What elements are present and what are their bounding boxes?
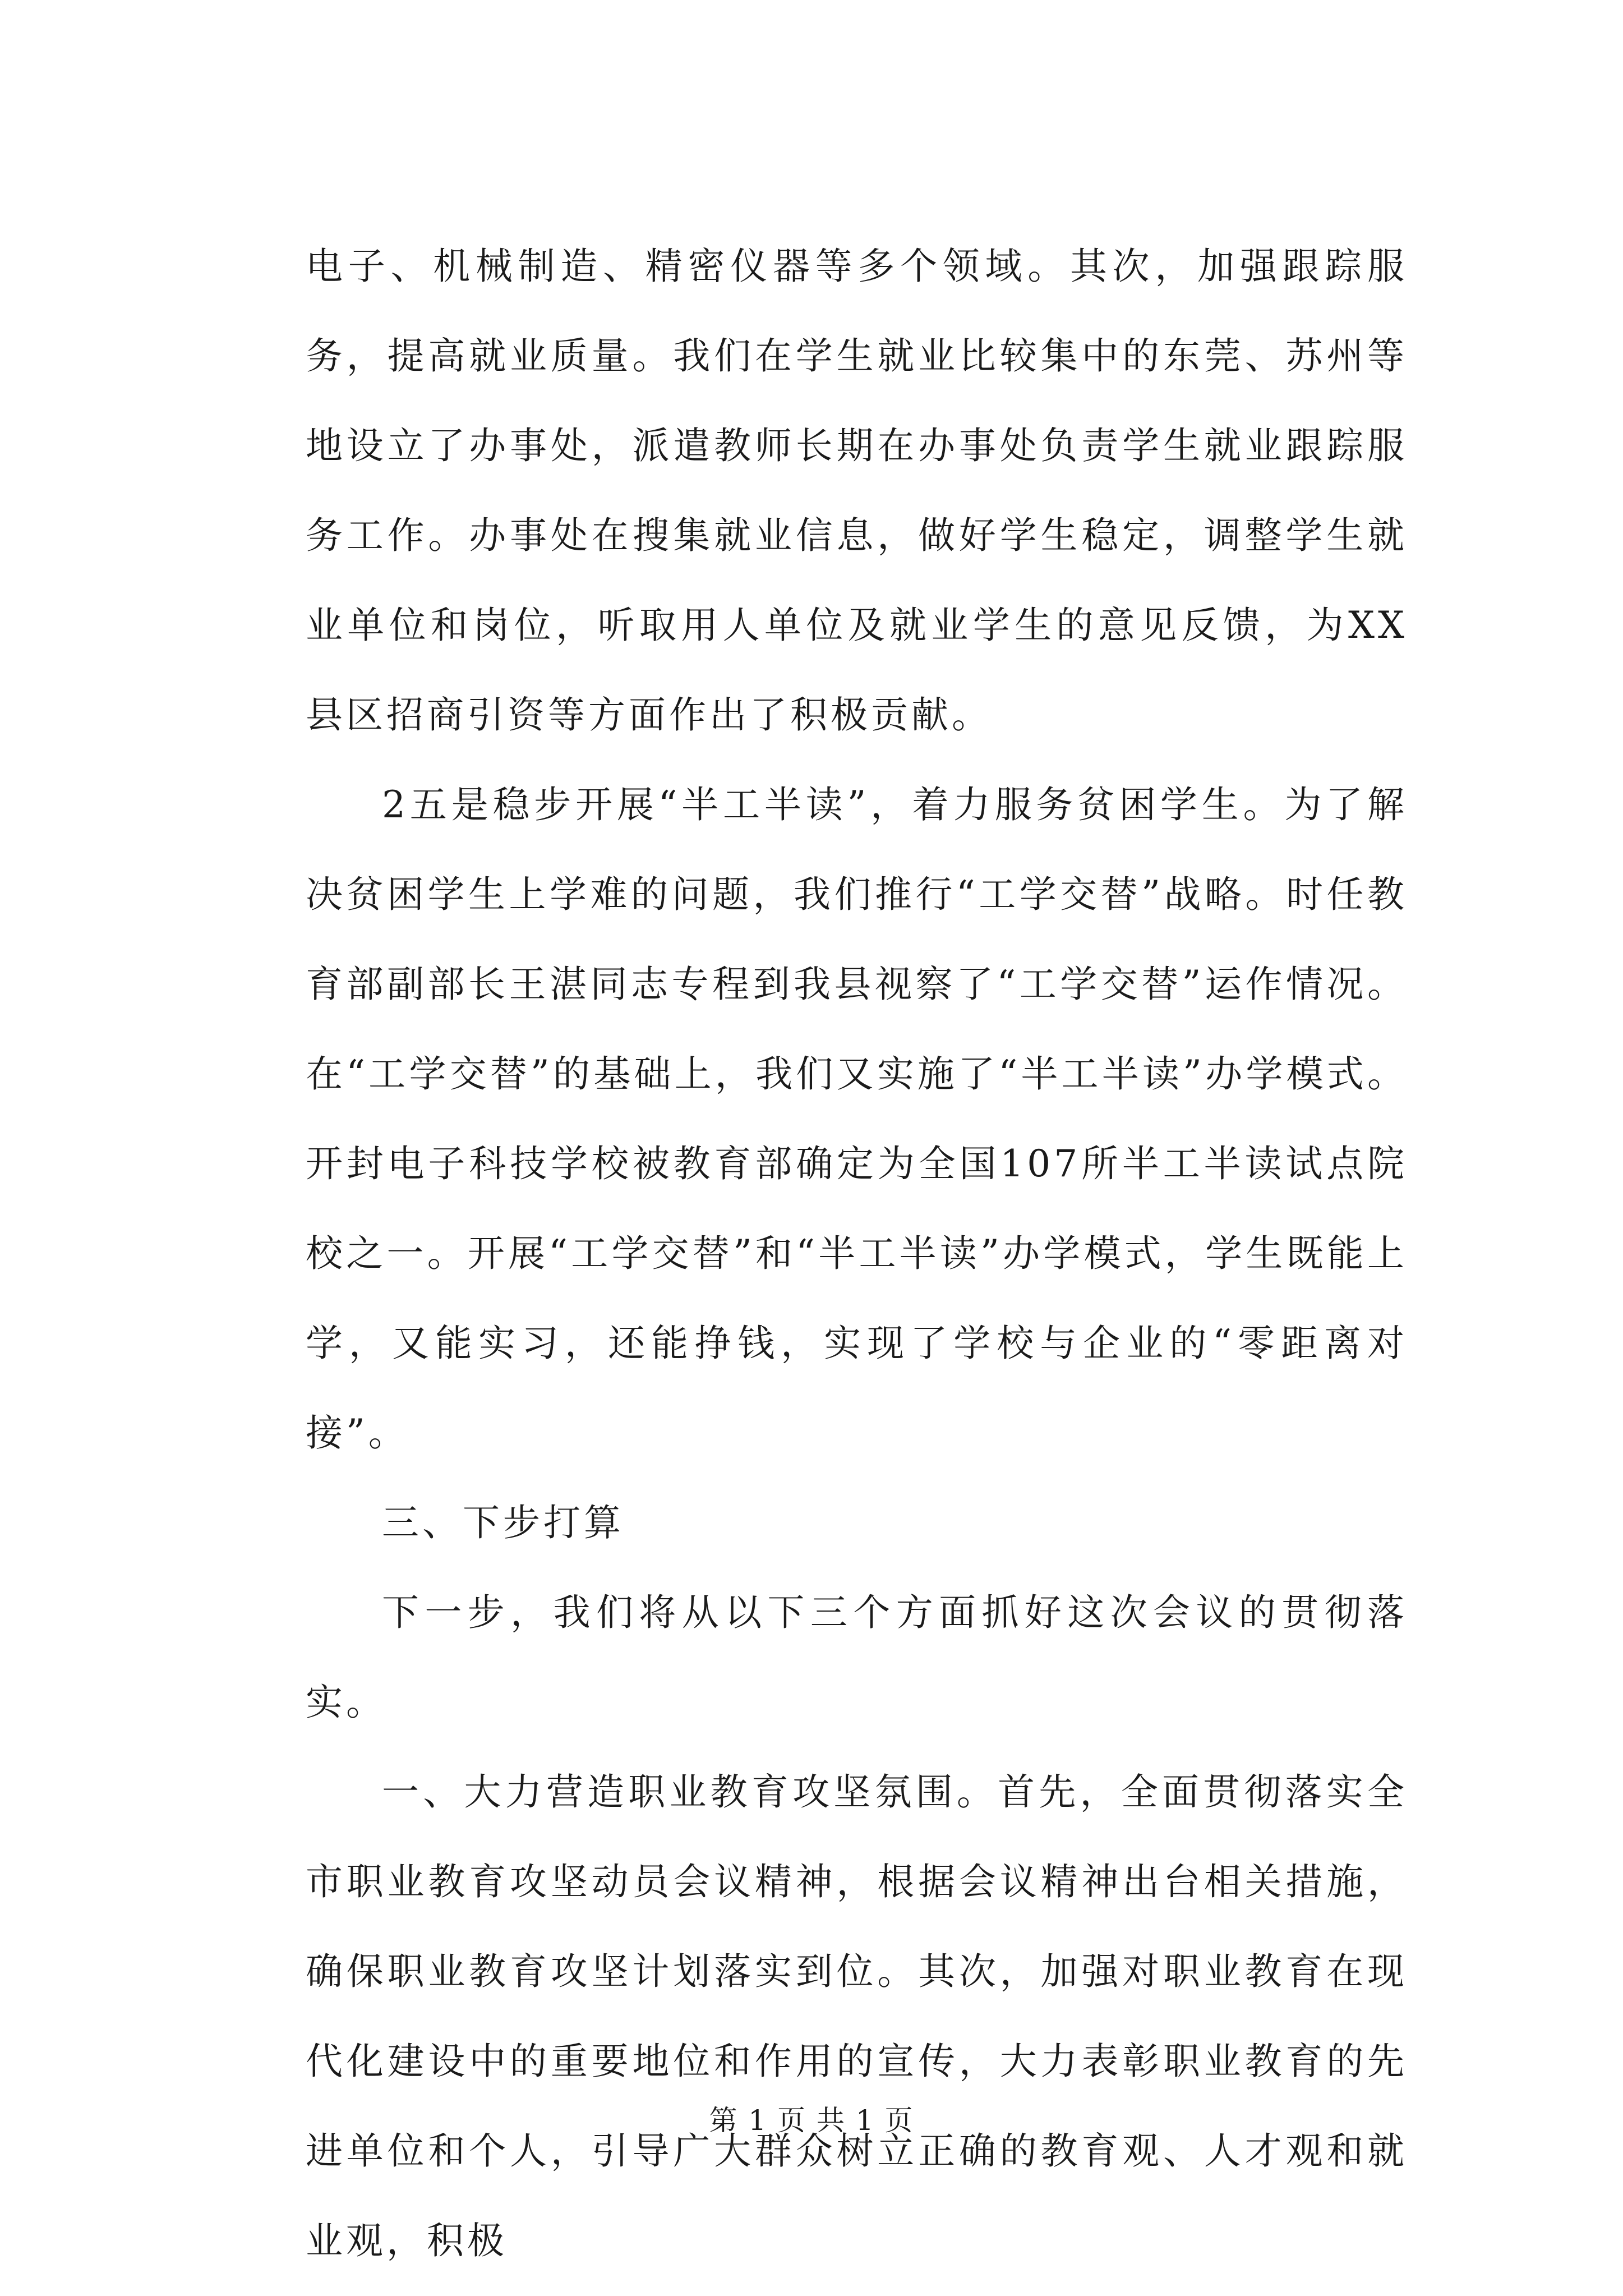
section-heading: 三、下步打算 bbox=[382, 1501, 624, 1544]
page-footer: 第 1 页 共 1 页 bbox=[709, 2104, 914, 2137]
paragraph: 一、大力营造职业教育攻坚氛围。首先，全面贯彻落实全市职业教育攻坚动员会议精神，根据会议精神出台相关措施，确保职业教育攻坚计划落实到位。其次，加强对职业教育在现代化建设中的重要地位和作用的宣传，大力表彰职业教育的先进单位和个人，引导广大群众树立正确的教育观、人才观和就业观，积极 bbox=[306, 1770, 1408, 2262]
paragraph: 电子、机械制造、精密仪器等多个领域。其次，加强跟踪服务，提高就业质量。我们在学生就业比较集中的东莞、苏州等地设立了办事处，派遣教师长期在办事处负责学生就业跟踪服务工作。办事处在搜集就业信息，做好学生稳定，调整学生就业单位和岗位，听取用人单位及就业学生的意见反馈，为XX县区招商引资等方面作出了积极贡献。 bbox=[306, 245, 1408, 737]
paragraph: 下一步，我们将从以下三个方面抓好这次会议的贯彻落实。 bbox=[306, 1591, 1408, 1724]
document-body bbox=[306, 222, 1408, 2286]
paragraph: 2五是稳步开展“半工半读”，着力服务贫困学生。为了解决贫困学生上学难的问题，我们推行“工学交替”战略。时任教育部副部长王湛同志专程到我县视察了“工学交替”运作情况。在“工学交替”的基础上，我们又实施了“半工半读”办学模式。开封电子科技学校被教育部确定为全国107所半工半读试点院校之一。开展“工学交替”和“半工半读”办学模式，学生既能上学，又能实习，还能挣钱，实现了学校与企业的“零距离对接”。 bbox=[306, 783, 1408, 1455]
